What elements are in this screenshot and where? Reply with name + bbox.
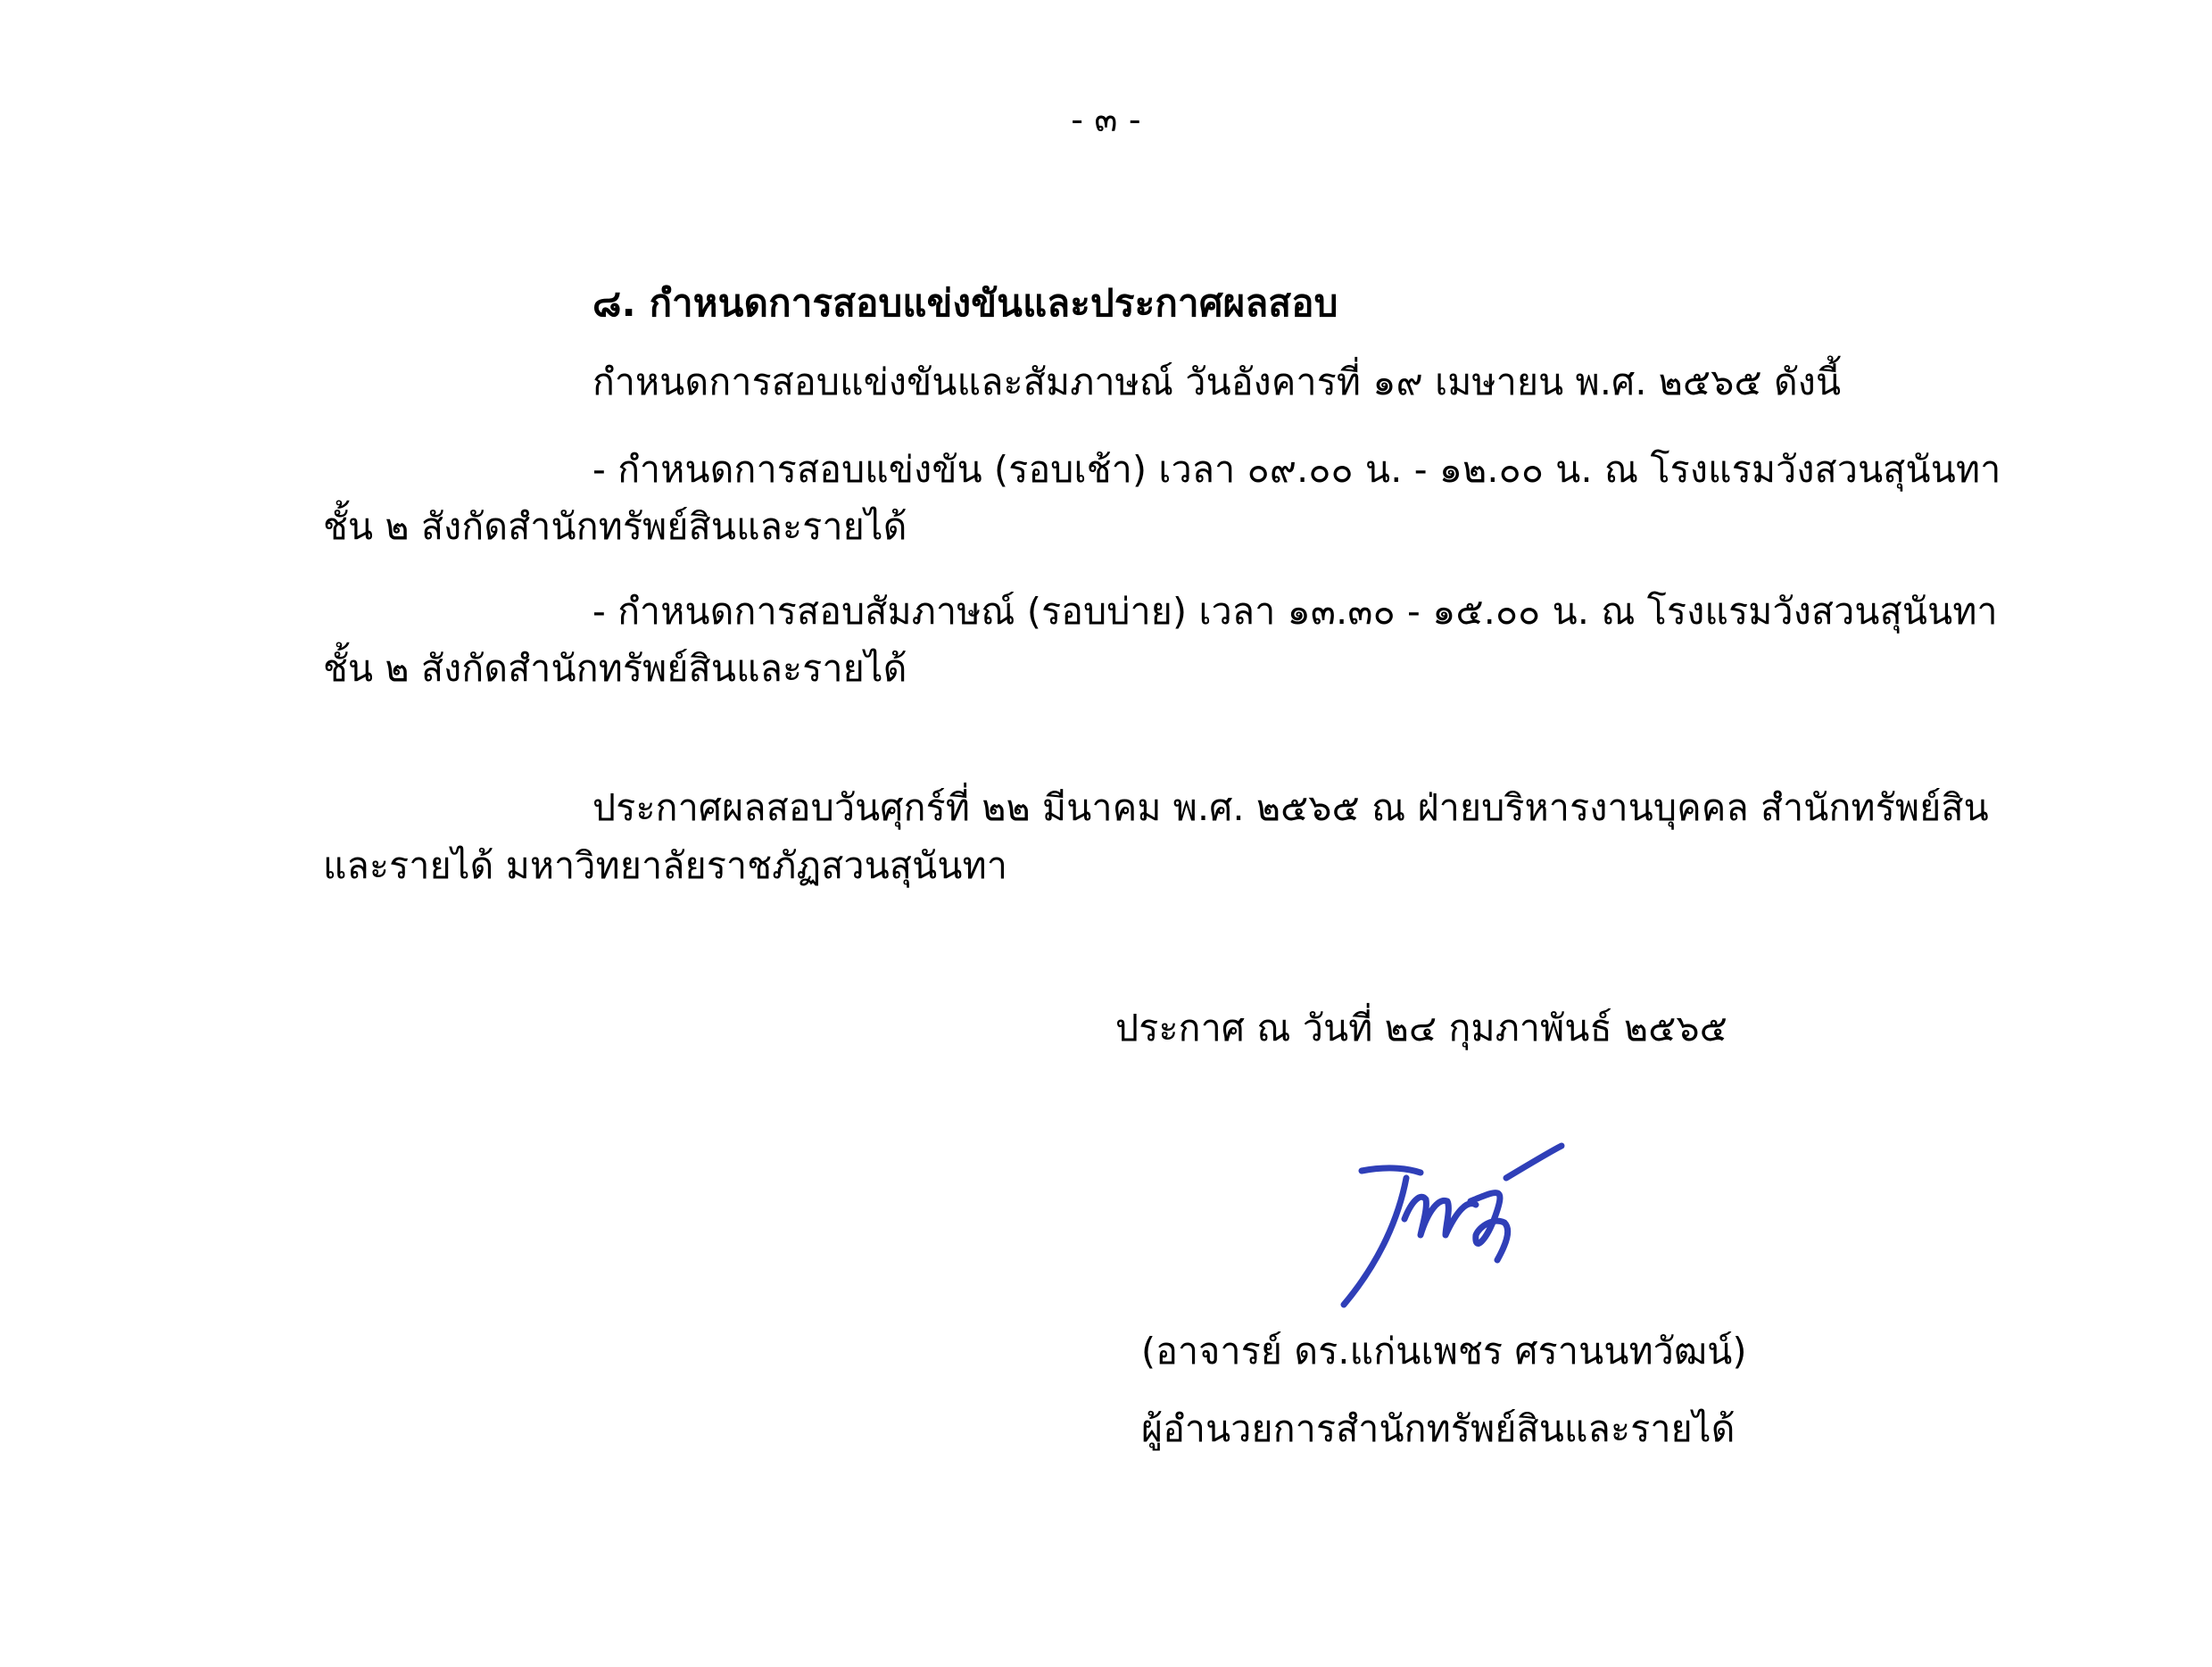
signature-stroke xyxy=(1362,1168,1421,1173)
signature-stroke xyxy=(1404,1197,1476,1235)
section-heading: ๘. กำหนดการสอบแข่งขันและประกาศผลสอบ xyxy=(592,281,1338,325)
morning-exam-line-2: ชั้น ๒ สังกัดสำนักทรัพย์สินและรายได้ xyxy=(323,505,907,548)
signature-stroke xyxy=(1344,1178,1406,1305)
signer-title: ผู้อำนวยการสำนักทรัพย์สินและรายได้ xyxy=(1141,1407,1736,1450)
page-number: - ๓ - xyxy=(1071,100,1141,139)
result-announcement-line-2: และรายได้ มหาวิทยาลัยราชภัฏสวนสุนันทา xyxy=(323,844,1008,887)
result-announcement-line-1: ประกาศผลสอบวันศุกร์ที่ ๒๒ มีนาคม พ.ศ. ๒๕๖๕ ณ ฝ่ายบริหารงานบุคคล สำนักทรัพย์สิน xyxy=(592,786,1989,829)
morning-exam-line-1: - กำหนดการสอบแข่งขัน (รอบเช้า) เวลา ๐๙.๐๐ น. - ๑๒.๐๐ น. ณ โรงแรมวังสวนสุนันทา xyxy=(592,448,2001,491)
interview-line-2: ชั้น ๒ สังกัดสำนักทรัพย์สินและรายได้ xyxy=(323,647,907,690)
signature-image xyxy=(1328,1126,1570,1309)
announcement-date: ประกาศ ณ วันที่ ๒๔ กุมภาพันธ์ ๒๕๖๕ xyxy=(1115,1007,1727,1049)
interview-line-1: - กำหนดการสอบสัมภาษณ์ (รอบบ่าย) เวลา ๑๓.๓๐ - ๑๕.๐๐ น. ณ โรงแรมวังสวนสุนันทา xyxy=(592,590,1998,633)
schedule-intro: กำหนดการสอบแข่งขันและสัมภาษณ์ วันอังคารที่ ๑๙ เมษายน พ.ศ. ๒๕๖๕ ดังนี้ xyxy=(592,361,1842,403)
signature-stroke xyxy=(1506,1146,1562,1178)
signer-name: (อาจารย์ ดร.แก่นเพชร ศรานนทวัฒน์) xyxy=(1141,1330,1747,1373)
signature-strokes xyxy=(1344,1146,1562,1305)
